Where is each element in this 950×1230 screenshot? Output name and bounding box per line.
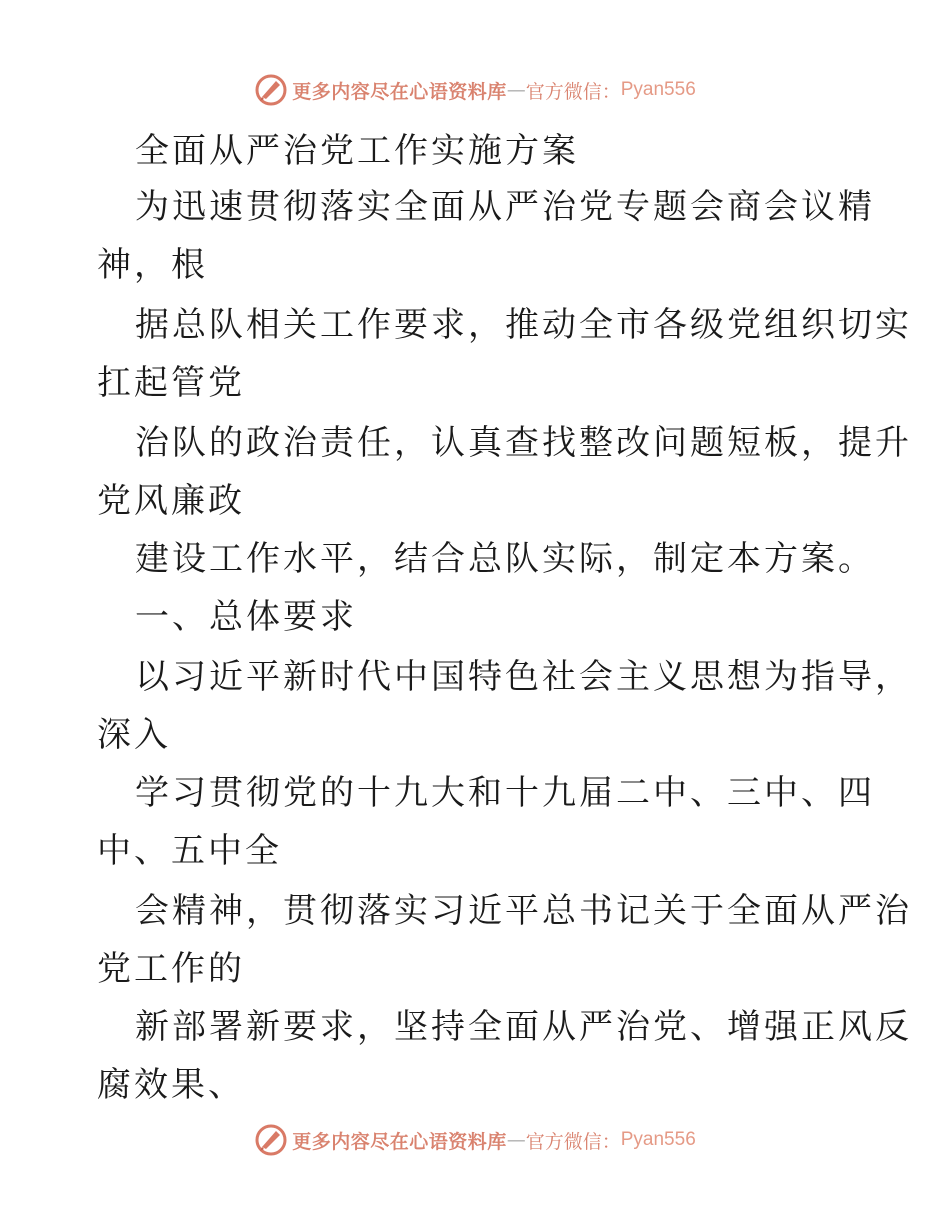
paragraph-line: 据总队相关工作要求，推动全市各级党组织切实	[135, 305, 912, 345]
paragraph-line: 新部署新要求，坚持全面从严治党、增强正风反	[135, 1007, 912, 1047]
watermark-separator: —	[506, 79, 526, 101]
paragraph-line: 扛起管党	[97, 363, 245, 403]
paragraph-line: 党工作的	[97, 949, 245, 989]
paragraph-line: 腐效果、	[97, 1065, 245, 1105]
paragraph-line: 党风廉政	[97, 481, 245, 521]
paragraph-line: 建设工作水平，结合总队实际，制定本方案。	[135, 539, 875, 579]
watermark-wechat-label: 官方微信：	[525, 80, 621, 103]
paragraph-line: 为迅速贯彻落实全面从严治党专题会商会议精	[135, 187, 875, 227]
paragraph-line: 中、五中全	[97, 831, 282, 871]
watermark-wechat-id: Pyan556	[620, 1129, 696, 1150]
paragraph-line: 深入	[97, 715, 171, 755]
paragraph-line: 学习贯彻党的十九大和十九届二中、三中、四	[135, 773, 875, 813]
document-title: 全面从严治党工作实施方案	[135, 131, 579, 171]
paragraph-line: 以习近平新时代中国特色社会主义思想为指导，	[135, 657, 912, 697]
pen-logo-icon	[254, 73, 288, 107]
footer-watermark	[0, 1120, 950, 1160]
watermark-separator: —	[506, 1129, 526, 1151]
paragraph-line: 治队的政治责任，认真查找整改问题短板，提升	[135, 423, 912, 463]
paragraph-line: 会精神，贯彻落实习近平总书记关于全面从严治	[135, 891, 912, 931]
watermark-wechat-id: Pyan556	[620, 79, 696, 100]
pen-logo-icon	[254, 1123, 288, 1157]
paragraph-line: 神，根	[97, 245, 208, 285]
header-watermark	[0, 70, 950, 110]
section-heading: 一、总体要求	[135, 597, 357, 637]
watermark-title: 更多内容尽在心语资料库	[292, 80, 507, 103]
watermark-wechat-label: 官方微信：	[525, 1130, 621, 1153]
watermark-title: 更多内容尽在心语资料库	[292, 1130, 507, 1153]
